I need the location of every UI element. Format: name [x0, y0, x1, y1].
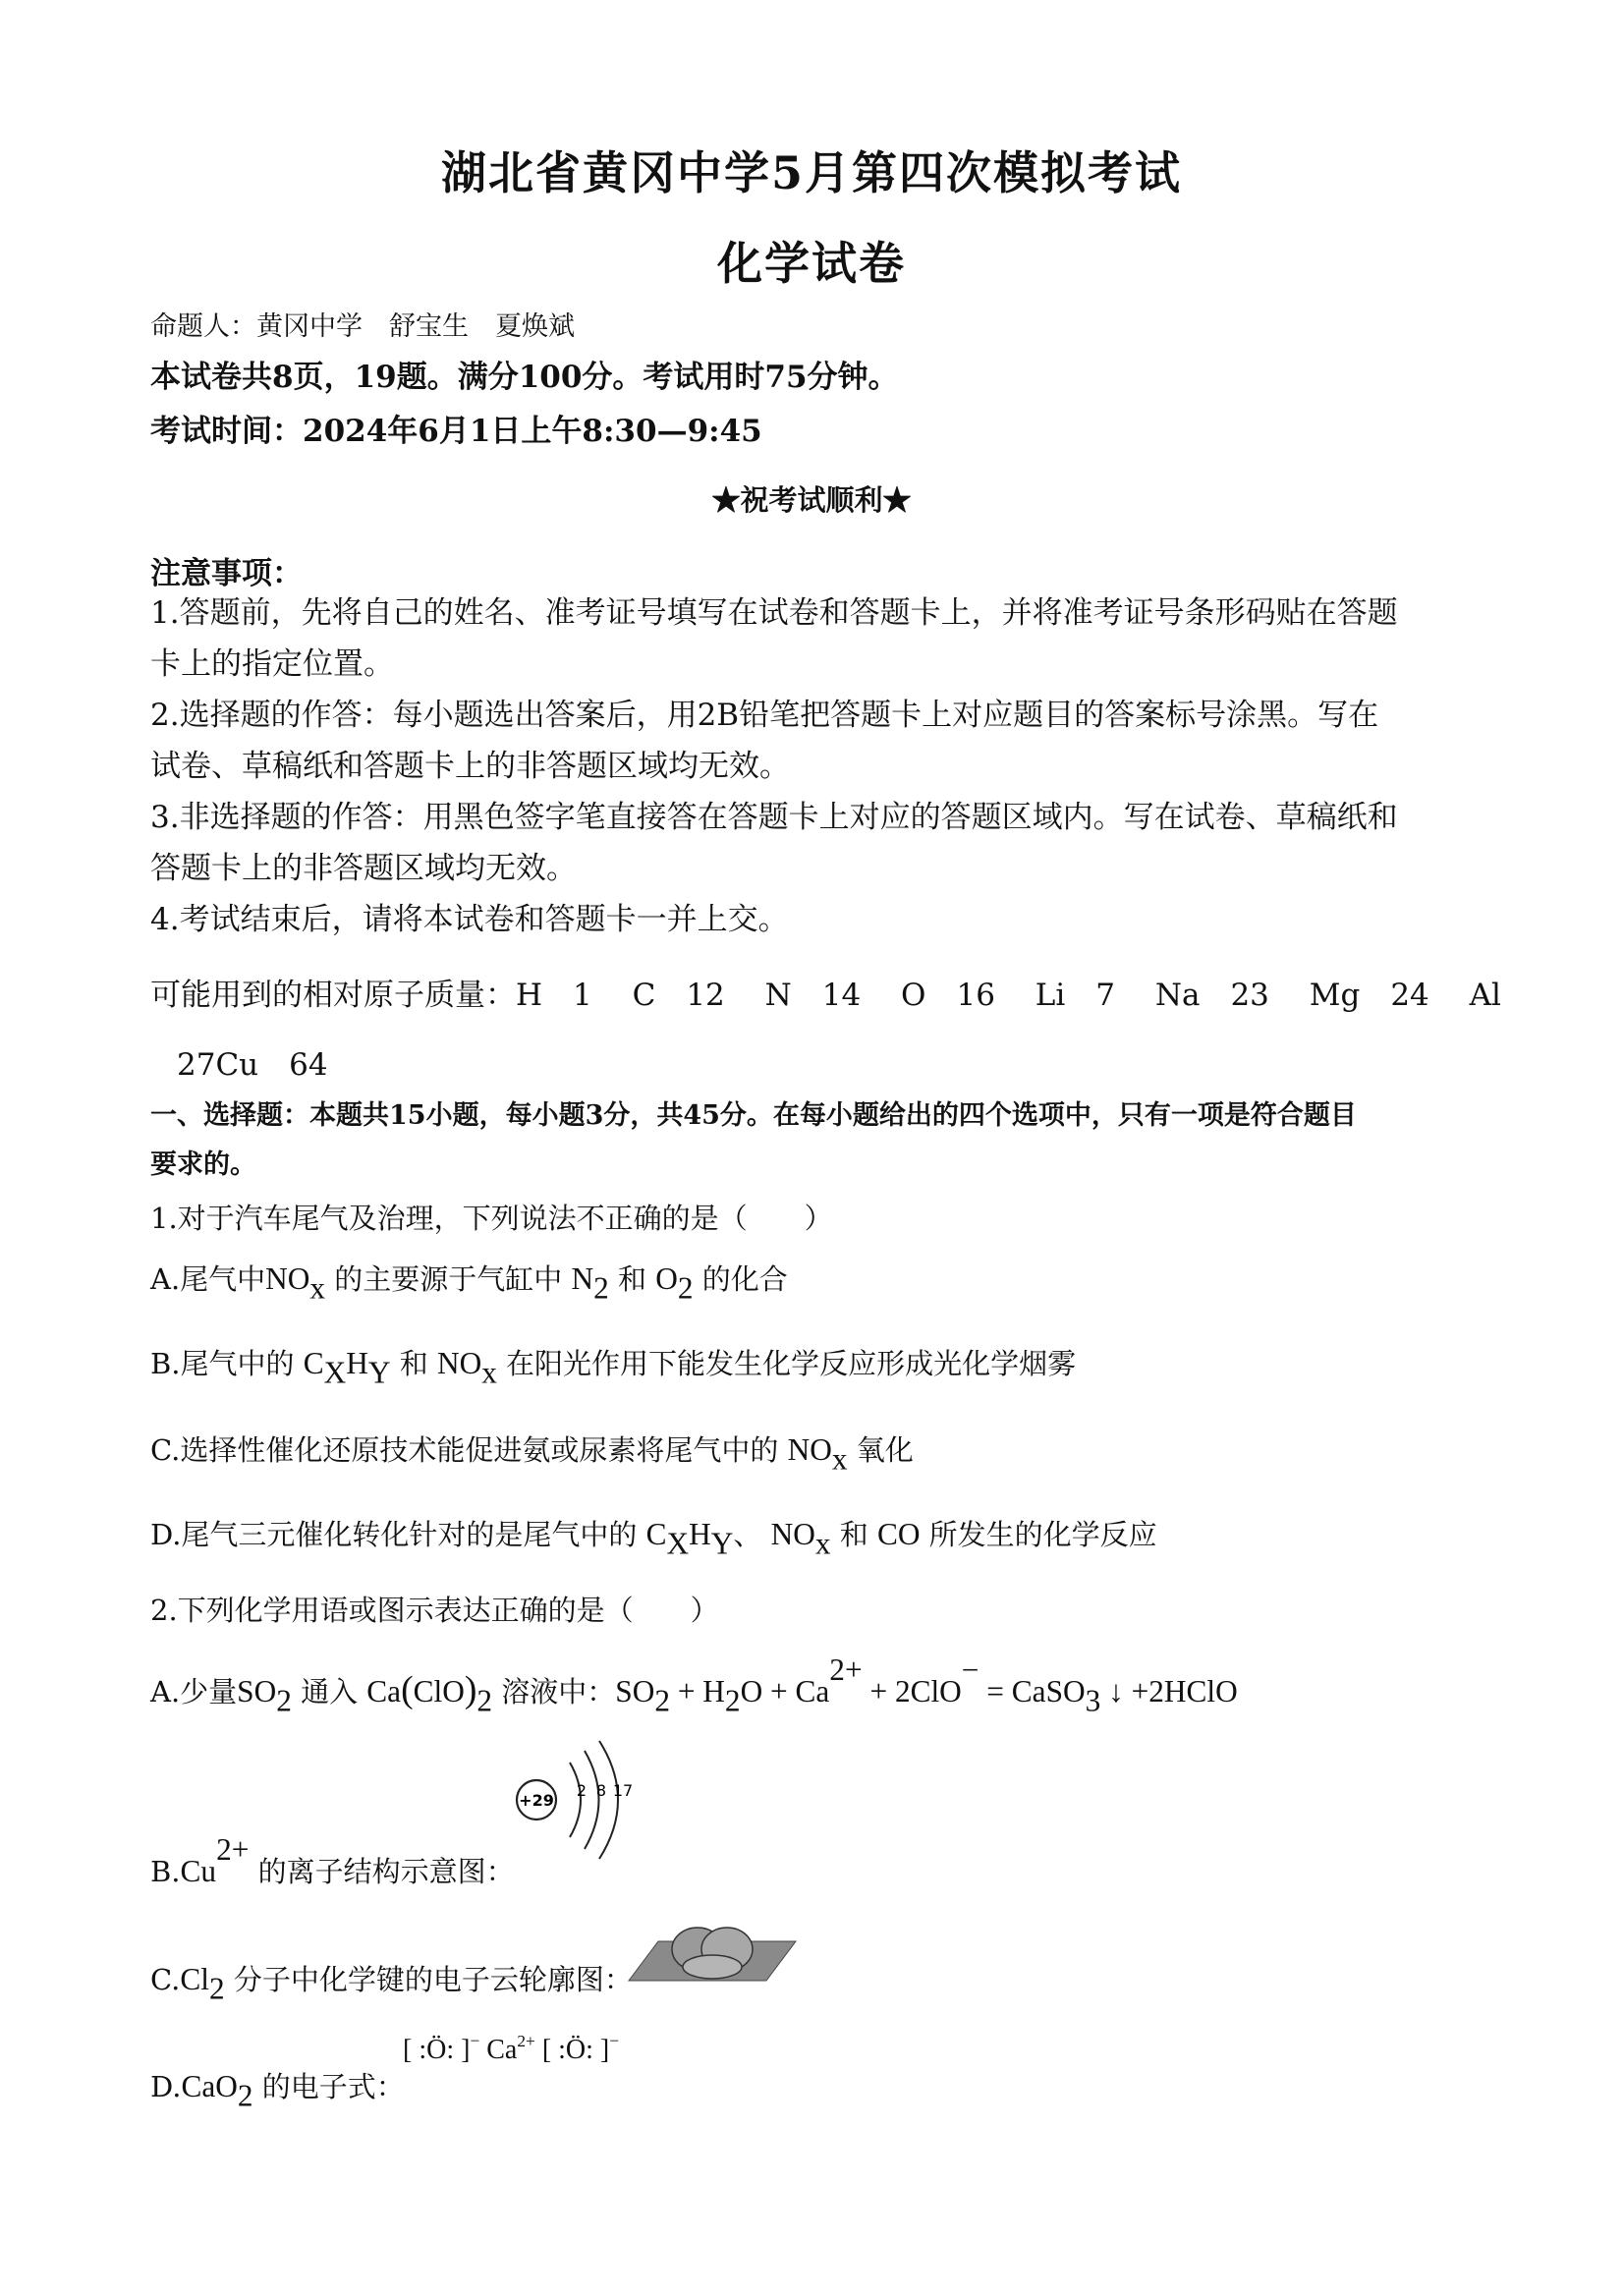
peroxide-ion-right: [ :Ö: ]: [541, 2035, 610, 2066]
formula: O + Ca: [740, 1673, 830, 1708]
question-2-stem: 2.下列化学用语或图示表达正确的是（ ）: [150, 1594, 719, 1627]
question-1-stem: 1.对于汽车尾气及治理，下列说法不正确的是（ ）: [150, 1202, 833, 1235]
atomic-masses-line-2: 27Cu 64: [177, 1047, 328, 1083]
option-text: 的电子式：: [252, 2070, 405, 2103]
question-1-option-c[interactable]: [150, 1428, 914, 1477]
calcium-symbol: Ca: [486, 2035, 518, 2066]
superscript: 2+: [517, 2032, 535, 2050]
option-text: 所发生的化学反应: [920, 1518, 1157, 1551]
question-1-option-d[interactable]: [150, 1513, 1157, 1561]
subscript: 2: [476, 1683, 493, 1718]
notice-item-3-line-1: 3.非选择题的作答：用黑色签字笔直接答在答题卡上对应的答题区域内。写在试卷、草稿纸和: [150, 800, 1398, 835]
option-text: 在阳光作用下能发生化学反应形成光化学烟雾: [496, 1347, 1077, 1380]
formula: H: [689, 1517, 711, 1551]
lobe-bottom: [683, 1955, 742, 1979]
electron-cloud-diagram: [629, 1914, 796, 1992]
subscript: 2: [677, 1270, 694, 1306]
subscript: x: [309, 1270, 326, 1306]
section-1-heading-line-2: 要求的。: [150, 1149, 256, 1180]
question-1-option-a[interactable]: [150, 1258, 788, 1306]
shell-electrons-3: 17: [612, 1781, 634, 1800]
question-2-option-a[interactable]: [150, 1652, 1238, 1718]
option-text: 氧化: [847, 1433, 914, 1467]
option-text: 和: [390, 1347, 437, 1380]
subscript: X: [323, 1355, 347, 1390]
superscript: 2+: [829, 1652, 863, 1687]
option-text: 通入: [291, 1674, 367, 1708]
subscript: 2: [654, 1683, 670, 1718]
section-1-heading-line-1: 一、选择题：本题共15小题，每小题3分，共45分。在每小题给出的四个选项中，只有一项是符合题目: [150, 1100, 1357, 1131]
subscript: 2: [724, 1683, 741, 1718]
formula: + 2ClO: [862, 1673, 962, 1708]
shell-electrons-2: 8: [595, 1781, 607, 1800]
authors-line: 命题人：黄冈中学 舒宝生 夏焕斌: [150, 311, 575, 342]
option-text: C.: [150, 1963, 181, 1996]
electron-formula: [403, 2032, 619, 2066]
subscript: 2: [276, 1683, 292, 1718]
option-text: 和: [608, 1262, 656, 1296]
formula: = CaSO: [979, 1673, 1086, 1708]
bracket: (: [401, 1668, 414, 1710]
formula: ↓ +2HClO: [1100, 1673, 1238, 1708]
formula: ClO: [413, 1673, 465, 1708]
option-text: 溶液中：: [492, 1674, 616, 1708]
shell-arc-2: [585, 1751, 599, 1849]
subscript: x: [481, 1355, 497, 1390]
shell-arc-1: [570, 1763, 581, 1837]
subscript: x: [814, 1526, 831, 1561]
formula: NO: [787, 1432, 832, 1467]
subscript: 3: [1085, 1683, 1101, 1718]
option-text: B.: [150, 1854, 181, 1888]
option-text: A.少量: [150, 1674, 238, 1708]
cu-ion-structure-diagram: [491, 1731, 639, 1859]
atomic-masses-line-1: 可能用到的相对原子质量：H 1 C 12 N 14 O 16 Li 7 Na 23 Mg 24 Al: [150, 978, 1501, 1013]
notice-item-4: 4.考试结束后，请将本试卷和答题卡一并上交。: [150, 902, 789, 937]
subscript: 2: [208, 1971, 225, 2006]
formula: O: [655, 1261, 678, 1296]
option-text: A.尾气中: [150, 1262, 266, 1296]
notice-item-1-line-1: 1.答题前，先将自己的姓名、准考证号填写在试卷和答题卡上，并将准考证号条形码贴在答题: [150, 595, 1398, 631]
option-text: C.选择性催化还原技术能促进氨或尿素将尾气中的: [150, 1433, 788, 1467]
exam-title: 湖北省黄冈中学5月第四次模拟考试: [440, 146, 1182, 199]
formula: Cu: [180, 1853, 217, 1888]
formula: SO: [237, 1673, 277, 1708]
notice-item-2-line-2: 试卷、草稿纸和答题卡上的非答题区域均无效。: [150, 749, 790, 784]
notice-item-3-line-2: 答题卡上的非答题区域均无效。: [150, 851, 577, 886]
exam-subtitle: 化学试卷: [717, 237, 906, 290]
subscript: X: [666, 1526, 690, 1561]
formula: Ca: [366, 1673, 402, 1708]
subscript: Y: [367, 1355, 391, 1390]
formula: C: [645, 1517, 667, 1551]
peroxide-ion-left: [ :Ö: ]: [403, 2035, 471, 2066]
exam-time-line: 考试时间：2024年6月1日上午8:30—9:45: [150, 414, 762, 449]
question-2-option-c[interactable]: [150, 1958, 633, 2006]
superscript: 2+: [216, 1832, 250, 1867]
subscript: Y: [710, 1526, 734, 1561]
formula: H: [346, 1346, 368, 1380]
option-text: 的主要源于气缸中: [325, 1262, 572, 1296]
formula: Cl: [180, 1962, 209, 1996]
question-2-option-d[interactable]: [150, 2065, 405, 2113]
notice-item-2-line-1: 2.选择题的作答：每小题选出答案后，用2B铅笔把答题卡上对应题目的答案标号涂黑。写在: [150, 698, 1379, 733]
nucleus-charge: +29: [519, 1791, 554, 1810]
good-luck-banner: ★祝考试顺利★: [711, 483, 912, 517]
summary-line: 本试卷共8页，19题。满分100分。考试用时75分钟。: [150, 360, 899, 395]
formula: CO: [876, 1517, 921, 1551]
subscript: x: [831, 1441, 848, 1477]
notice-heading: 注意事项：: [150, 556, 303, 591]
question-1-option-b[interactable]: [150, 1342, 1076, 1390]
shell-electrons-1: 2: [576, 1781, 588, 1800]
superscript: −: [609, 2032, 620, 2050]
formula: NO: [436, 1346, 482, 1380]
question-2-option-b[interactable]: [150, 1832, 515, 1890]
option-text: 的离子结构示意图：: [249, 1854, 515, 1888]
formula: N: [571, 1261, 594, 1296]
formula: NO: [265, 1261, 310, 1296]
option-text: D.: [150, 2070, 182, 2103]
superscript: −: [470, 2032, 480, 2050]
formula: NO: [770, 1517, 815, 1551]
bracket: ): [464, 1668, 477, 1710]
option-text: B.尾气中的: [150, 1347, 304, 1380]
option-text: 分子中化学键的电子云轮廓图：: [224, 1963, 633, 1996]
formula: C: [303, 1346, 324, 1380]
notice-item-1-line-2: 卡上的指定位置。: [150, 646, 394, 682]
superscript: −: [961, 1652, 979, 1687]
formula: + H: [669, 1673, 725, 1708]
option-text: 和: [830, 1518, 877, 1551]
formula: CaO: [181, 2069, 238, 2103]
option-text: 的化合: [693, 1262, 788, 1296]
subscript: 2: [237, 2078, 253, 2113]
option-text: D.尾气三元催化转化针对的是尾气中的: [150, 1518, 646, 1551]
formula: SO: [615, 1673, 655, 1708]
shell-arc-3: [599, 1741, 618, 1859]
subscript: 2: [593, 1270, 609, 1306]
option-text: 、: [733, 1518, 771, 1551]
